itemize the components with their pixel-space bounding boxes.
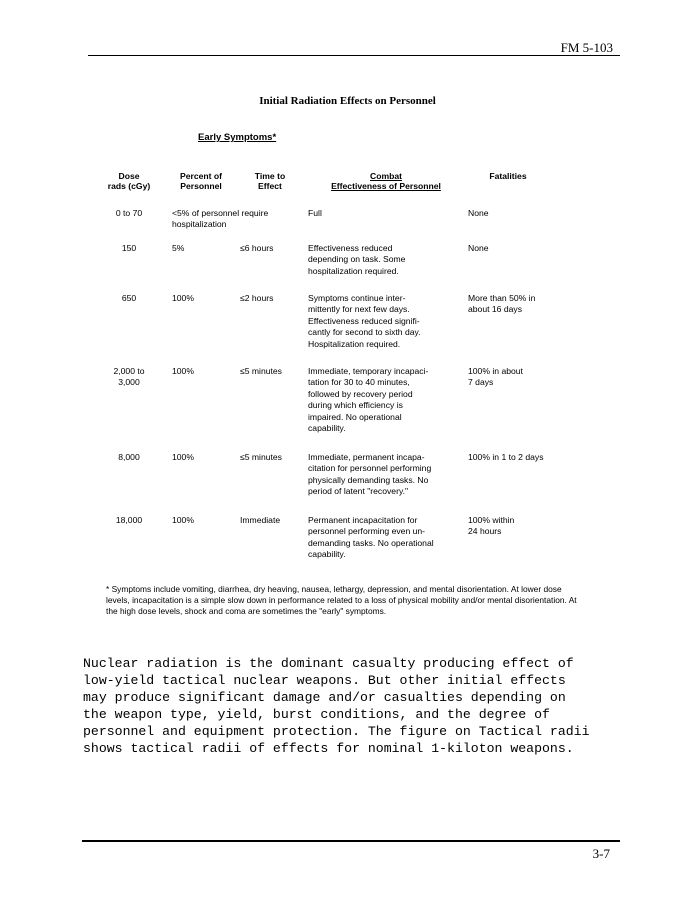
percent-cell: 100%	[172, 293, 194, 303]
fatalities-cell: 100% within 24 hours	[468, 515, 515, 537]
page-number: 3-7	[592, 846, 610, 861]
group-label: Early Symptoms*	[198, 132, 277, 143]
time-cell: ≤2 hours	[240, 293, 274, 303]
figure-title: Initial Radiation Effects on Personnel	[259, 95, 436, 107]
dose-cell: 18,000	[115, 515, 143, 525]
fatalities-cell: 100% in 1 to 2 days	[468, 452, 544, 462]
footer-rule	[82, 840, 620, 842]
col-head-percent: Percent of Personnel	[179, 171, 223, 191]
effectiveness-cell: Effectiveness reduced depending on task. Some hospitalization required.	[308, 243, 406, 276]
percent-cell: 100%	[172, 366, 194, 376]
percent-cell: 100%	[172, 515, 194, 525]
fatalities-cell: 100% in about 7 days	[468, 366, 523, 388]
effectiveness-cell: Full	[308, 208, 322, 218]
effectiveness-cell: Immediate, permanent incapa- citation for personnel performing physically demanding tasks. No period of latent "recovery."	[308, 452, 432, 497]
dose-cell: 2,000 to 3,000	[113, 366, 145, 388]
fatalities-cell: None	[468, 243, 489, 253]
dose-cell: 650	[121, 293, 137, 303]
time-cell: ≤6 hours	[240, 243, 274, 253]
percent-cell: 100%	[172, 452, 194, 462]
effectiveness-cell: Immediate, temporary incapaci- tation for 30 to 40 minutes, followed by recovery period during which efficiency is impaired. No operational capability.	[308, 366, 429, 434]
percent-cell: 5%	[172, 243, 185, 253]
dose-cell: 0 to 70	[115, 208, 143, 218]
dose-cell: 150	[121, 243, 137, 253]
time-cell: ≤5 minutes	[240, 452, 282, 462]
col-head-effectiveness: Combat Effectiveness of Personnel	[331, 171, 441, 191]
header-rule	[88, 55, 620, 56]
dose-cell: 8,000	[118, 452, 140, 462]
body-paragraph: Nuclear radiation is the dominant casualty producing effect of low-yield tactical nuclear weapons. But other initial effects may produce significant damage and/or casualties depending on the weapon type, yield, burst conditions, and the degree of personnel and equipment protection. The figure on Tactical radii shows tactical radii of effects for nominal 1-kiloton weapons.	[83, 656, 590, 756]
effectiveness-cell: Permanent incapacitation for personnel performing even un- demanding tasks. No operational capability.	[308, 515, 434, 560]
percent-cell: <5% of personnel require hospitalization	[172, 208, 269, 230]
document-id: FM 5-103	[560, 40, 613, 55]
table-footnote: * Symptoms include vomiting, diarrhea, dry heaving, nausea, lethargy, depression, and mental disorientation. At lower dose levels, incapacitation is a simple slow down in performance related to a loss of physical mobility and/or mental disorientation. At the high dose levels, shock and coma are sometimes the "early" symptoms.	[106, 584, 577, 616]
radiation-effects-table	[100, 118, 590, 638]
effectiveness-cell: Symptoms continue inter- mittently for next few days. Effectiveness reduced signifi- cantly for second to sixth day. Hospitalization required.	[308, 293, 421, 349]
time-cell: Immediate	[240, 515, 281, 525]
col-head-fatalities: Fatalities	[489, 171, 527, 181]
time-cell: ≤5 minutes	[240, 366, 282, 376]
col-head-dose: Dose rads (cGy)	[107, 171, 151, 191]
fatalities-cell: None	[468, 208, 489, 218]
col-head-time: Time to Effect	[254, 171, 286, 191]
fatalities-cell: More than 50% in about 16 days	[468, 293, 536, 315]
